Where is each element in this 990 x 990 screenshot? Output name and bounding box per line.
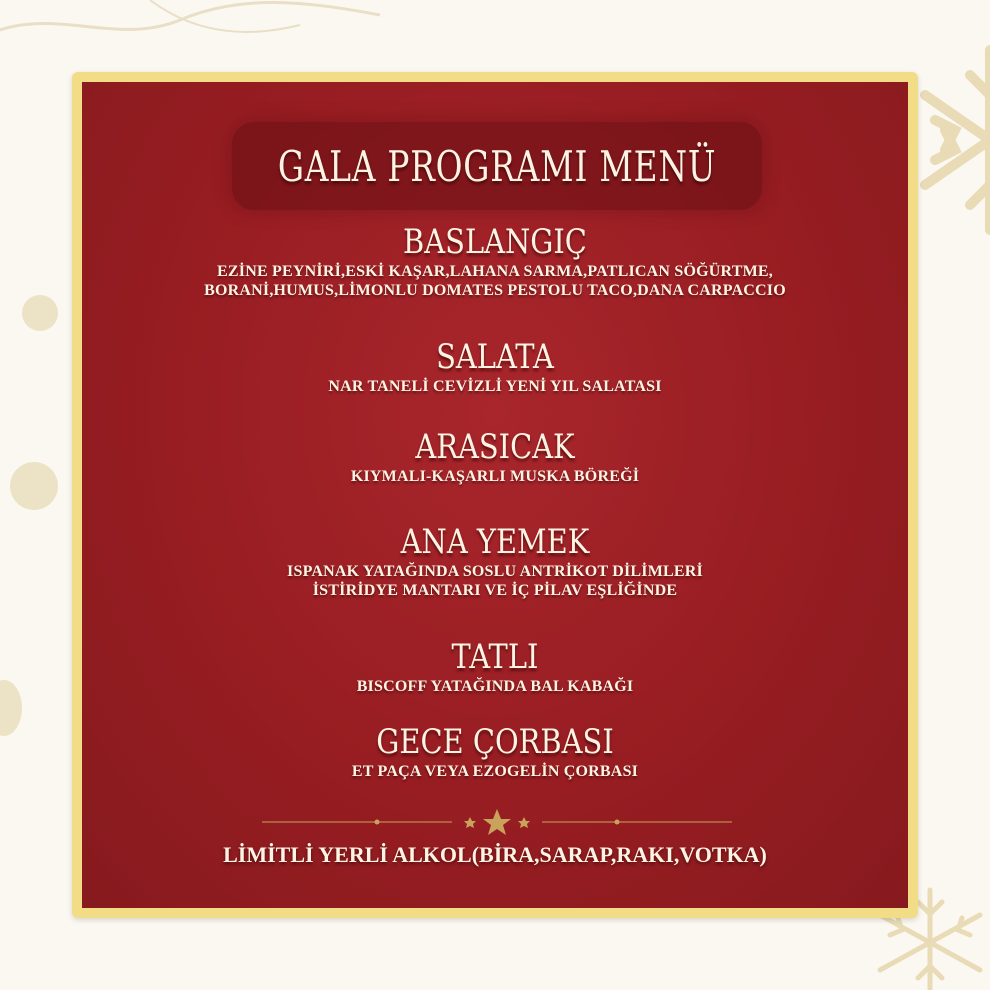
section-item: BORANİ,HUMUS,LİMONLU DOMATES PESTOLU TACO,DANA CARPACCIO bbox=[204, 282, 786, 299]
decor-dot bbox=[22, 295, 58, 331]
section-item: ISPANAK YATAĞINDA SOSLU ANTRİKOT DİLİMLERİ bbox=[287, 563, 703, 580]
star-icon bbox=[518, 817, 530, 828]
section-night-soup bbox=[82, 722, 908, 781]
section-starter bbox=[82, 222, 908, 300]
section-item: İSTİRİDYE MANTARI VE İÇ PİLAV EŞLİĞİNDE bbox=[312, 582, 678, 599]
swirl-decoration bbox=[0, 0, 380, 70]
section-item: EZİNE PEYNİRİ,ESKİ KAŞAR,LAHANA SARMA,PATLICAN SÖĞÜRTME, bbox=[217, 263, 773, 280]
section-dessert bbox=[82, 637, 908, 696]
alcohol-note: LİMİTLİ YERLİ ALKOL(BİRA,SARAP,RAKI,VOTKA) bbox=[223, 842, 767, 867]
section-item: ET PAÇA VEYA EZOGELİN ÇORBASI bbox=[351, 763, 639, 780]
section-item: BISCOFF YATAĞINDA BAL KABAĞI bbox=[356, 678, 634, 695]
star-icon bbox=[464, 817, 476, 828]
section-title: TATLI bbox=[451, 637, 539, 677]
section-item: KIYMALI-KAŞARLI MUSKA BÖREĞİ bbox=[350, 468, 640, 485]
section-title: GECE ÇORBASI bbox=[376, 722, 614, 762]
section-title: SALATA bbox=[436, 337, 554, 377]
decor-dot bbox=[10, 462, 58, 510]
section-hot-appetizer bbox=[82, 427, 908, 486]
star-divider bbox=[262, 802, 732, 842]
section-item: NAR TANELİ CEVİZLİ YENİ YIL SALATASI bbox=[328, 378, 662, 395]
section-title: ANA YEMEK bbox=[400, 522, 590, 562]
menu-card bbox=[82, 82, 908, 908]
title-banner bbox=[232, 122, 762, 210]
menu-title: GALA PROGRAMI MENÜ bbox=[277, 141, 717, 191]
section-main-course bbox=[82, 522, 908, 600]
section-salad bbox=[82, 337, 908, 396]
star-icon bbox=[483, 809, 511, 835]
decor-dot bbox=[0, 680, 22, 736]
menu-frame bbox=[72, 72, 918, 918]
section-title: BASLANGIÇ bbox=[403, 222, 587, 262]
section-title: ARASICAK bbox=[415, 427, 575, 467]
